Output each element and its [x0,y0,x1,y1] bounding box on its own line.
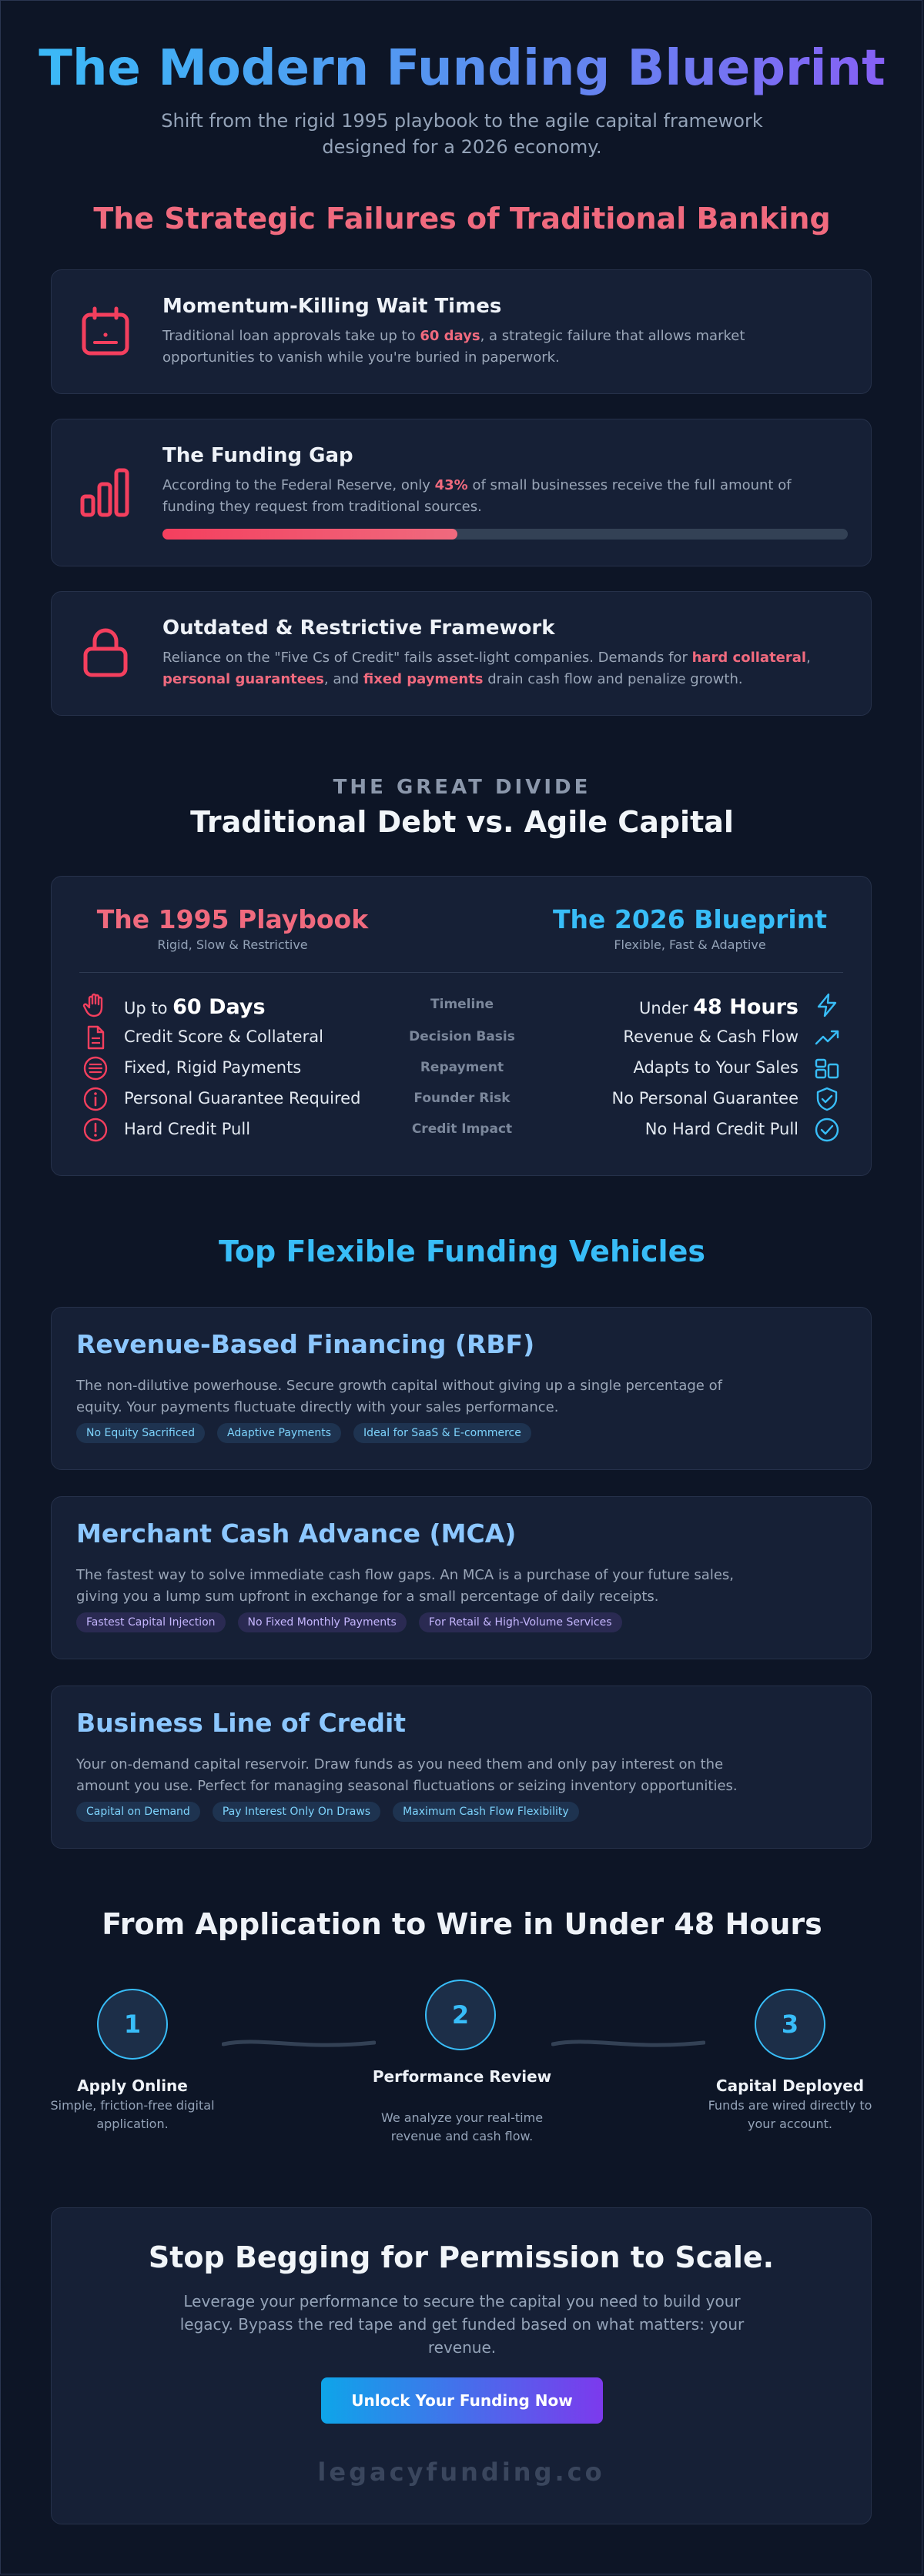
step-title: Apply Online [77,2077,188,2095]
vehicle-card-rbf [51,1307,872,1470]
comparison-card [51,876,872,1176]
step-connector [222,2032,376,2055]
failure-title: Outdated & Restrictive Framework [162,616,555,640]
tag: No Equity Sacrificed [76,1423,205,1443]
failure-title: Momentum-Killing Wait Times [162,295,502,318]
bar-chart-icon [79,466,132,518]
left-value: Personal Guarantee Required [124,1089,361,1108]
failures-title: The Strategic Failures of Traditional Banking [93,202,831,236]
step-number: 3 [755,1989,825,2060]
step-subtitle: Simple, friction-free digital application. [50,2098,215,2131]
vehicle-text: The non-dilutive powerhouse. Secure growth capital without giving up a single percentage of equity. Your payments fluctuate directly with your sales performance. [76,1378,722,1415]
tag: Pay Interest Only On Draws [213,1802,380,1822]
right-value: No Personal Guarantee [611,1089,798,1108]
failure-card-wait-times [51,269,872,394]
hero-title: The Modern Funding Blueprint [0,40,924,97]
row-label: Decision Basis [409,1029,515,1044]
list-circle-icon [82,1055,109,1081]
tag: Ideal for SaaS & E-commerce [353,1423,531,1443]
comparison-left-header [82,904,383,952]
info-icon [82,1086,109,1112]
alert-icon [82,1117,109,1143]
lock-icon [79,626,132,678]
stat-highlight: 60 days [420,328,480,344]
right-value: Revenue & Cash Flow [623,1027,798,1046]
vehicle-title: Merchant Cash Advance (MCA) [76,1519,517,1549]
left-value: Hard Credit Pull [124,1120,251,1138]
cta-title: Stop Begging for Permission to Scale. [148,2240,775,2274]
row-label: Founder Risk [413,1091,511,1106]
step-number: 1 [97,1989,168,2060]
shield-check-icon [814,1086,840,1112]
comparison-row-credit-impact [52,1117,871,1148]
check-circle-icon [814,1117,840,1143]
failure-text: Traditional loan approvals take up to 60 days, a strategic failure that allows market opportunities to vanish while you're buried in paperwork. [162,328,745,366]
row-label: Repayment [420,1060,504,1075]
left-subtitle: Rigid, Slow & Restrictive [157,937,308,952]
vehicle-text: Your on-demand capital reservoir. Draw funds as you need them and only pay interest on the amount you use. Perfect for managing seasonal fluctuations or seizing inventory opportunities. [76,1756,738,1794]
cta-text: Leverage your performance to secure the capital you need to build your legacy. Bypass the red tape and get funded based on what matters: your revenue. [179,2292,745,2357]
trending-up-icon [814,1024,840,1051]
divide-title: Traditional Debt vs. Agile Capital [190,805,734,839]
funding-gap-progress-fill [162,529,457,540]
vehicles-title: Top Flexible Funding Vehicles [219,1235,705,1268]
dashboard-icon [814,1055,840,1081]
comparison-row-timeline [52,992,871,1023]
vehicle-tags [76,1612,622,1632]
calendar-icon [79,306,132,358]
vehicle-tags [76,1423,531,1443]
right-subtitle: Flexible, Fast & Adaptive [614,937,766,952]
left-title: The 1995 Playbook [96,904,369,934]
right-value: Adapts to Your Sales [633,1058,798,1077]
tag: Maximum Cash Flow Flexibility [393,1802,579,1822]
failure-card-funding-gap [51,419,872,566]
failure-text: According to the Federal Reserve, only 43% of small businesses receive the full amount of funding they request from traditional sources. [162,477,792,515]
document-icon [82,1024,109,1051]
tag: For Retail & High-Volume Services [419,1612,622,1632]
failure-title: The Funding Gap [162,444,353,467]
vehicle-card-line-of-credit [51,1686,872,1849]
left-value: Fixed, Rigid Payments [124,1058,302,1077]
tag: Adaptive Payments [217,1423,341,1443]
step-number: 2 [425,1980,496,2050]
row-label: Credit Impact [411,1121,513,1137]
stat-highlight: 43% [434,477,468,493]
right-title: The 2026 Blueprint [552,904,828,934]
failure-text: Reliance on the "Five Cs of Credit" fails asset-light companies. Demands for hard collateral, personal guarantees, and fixed payments drain cash flow and penalize growth. [162,650,811,687]
step-subtitle: Funds are wired directly to your account. [708,2098,872,2131]
unlock-funding-button[interactable]: Unlock Your Funding Now [321,2377,603,2424]
hand-stop-icon [82,992,109,1018]
vehicle-card-mca [51,1496,872,1659]
right-value: No Hard Credit Pull [644,1120,798,1138]
comparison-row-decision-basis [52,1024,871,1055]
lightning-icon [814,992,840,1018]
row-label: Timeline [430,997,494,1012]
tag: Fastest Capital Injection [76,1612,226,1632]
vehicle-tags [76,1802,579,1822]
brand-wordmark: legacyfunding.co [317,2457,605,2487]
comparison-row-founder-risk [52,1086,871,1117]
vehicle-title: Business Line of Credit [76,1708,407,1738]
step-title: Performance Review [372,2067,552,2086]
step-connector [551,2032,705,2055]
left-value: Credit Score & Collateral [124,1027,323,1046]
left-value: Up to 60 Days [124,995,266,1019]
divide-kicker: THE GREAT DIVIDE [333,776,591,799]
process-title: From Application to Wire in Under 48 Hours [102,1907,822,1941]
vehicle-text: The fastest way to solve immediate cash flow gaps. An MCA is a purchase of your future sales, giving you a lump sum upfront in exchange for a small percentage of daily receipts. [76,1567,735,1605]
hero-subtitle: Shift from the rigid 1995 playbook to the agile capital framework designed for a 2026 economy. [161,110,763,158]
tag: No Fixed Monthly Payments [238,1612,407,1632]
step-title: Capital Deployed [715,2077,865,2095]
comparison-row-repayment [52,1055,871,1086]
right-value: Under 48 Hours [639,995,798,1019]
vehicle-title: Revenue-Based Financing (RBF) [76,1329,535,1359]
tag: Capital on Demand [76,1802,200,1822]
comparison-divider [79,972,843,973]
funding-gap-progress-track [162,529,848,540]
failure-card-outdated-framework [51,591,872,716]
step-subtitle: We analyze your real-time revenue and cash flow. [380,2110,544,2143]
comparison-right-header [540,904,840,952]
cta-card [51,2207,872,2524]
